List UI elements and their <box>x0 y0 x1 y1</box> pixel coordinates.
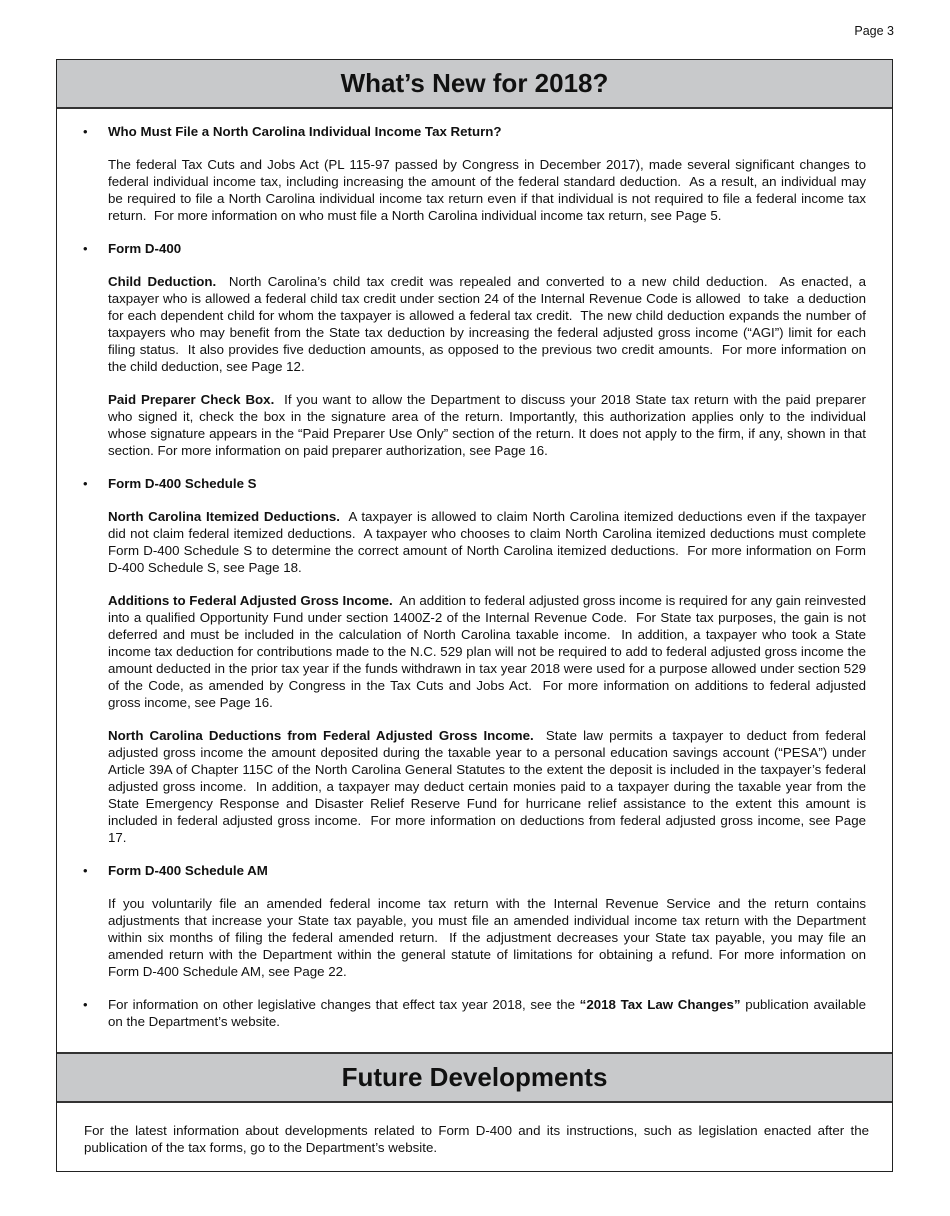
section-paragraph <box>108 895 870 980</box>
section <box>83 862 870 980</box>
paragraph-text: The federal Tax Cuts and Jobs Act (PL 115-97 passed by Congress in December 2017), made several significant changes to federal individual income tax, including increasing the amount of the federal standard deduction. As a result, an individual may be required to file a North Carolina individual income tax return even if that individual is not required to file a federal income tax return. For more information on who must file a North Carolina individual income tax return, see Page 5. <box>108 157 870 223</box>
bullet-icon: • <box>83 476 88 491</box>
section-paragraph <box>108 273 870 375</box>
section <box>83 475 870 846</box>
section-heading: Who Must File a North Carolina Individual Income Tax Return? <box>108 124 502 139</box>
section-heading: Form D-400 <box>108 241 182 256</box>
bullet-icon: • <box>83 863 88 878</box>
content-box <box>56 59 893 1172</box>
paragraph-text: State law permits a taxpayer to deduct from federal adjusted gross income the amount deposited during the taxable year to a personal education savings account (“PESA”) under Article 39A of Chapter 115C of the North Carolina General Statutes to the extent the deposit is included in the taxpayer’s federal adjusted gross income. In addition, a taxpayer may deduct certain monies paid to a taxpayer during the taxable year from the State Emergency Response and Disaster Relief Reserve Fund for hurricane relief assistance to the extent this amount is included in federal adjusted gross income. For more information on deductions from federal adjusted gross income, see Page 17. <box>108 728 870 845</box>
section <box>83 240 870 459</box>
whats-new-title: What’s New for 2018? <box>57 60 892 109</box>
tax-law-changes-publication: “2018 Tax Law Changes” <box>579 997 741 1012</box>
section-paragraph <box>108 592 870 711</box>
final-text-after: publication available on the Department’s website. <box>108 997 866 1029</box>
page-number: Page 3 <box>854 24 894 38</box>
bullet-icon: • <box>83 124 88 139</box>
future-developments-title: Future Developments <box>57 1052 892 1103</box>
paragraph-text: If you want to allow the Department to discuss your 2018 State tax return with the paid preparer who signed it, check the box in the signature area of the return. Importantly, this authorization applies only to the individual whose signature appears in the “Paid Preparer Use Only” section of the return. It does not apply to the firm, if any, shown in that section. For more information on paid preparer authorization, see Page 16. <box>108 392 870 458</box>
paragraph-text: If you voluntarily file an amended federal income tax return with the Internal Revenue Service and the return contains adjustments that increase your State tax payable, you must file an amended individual income tax return with the Department within six months of filing the federal amended return. If the adjustment decreases your State tax payable, you may file an amended return with the Department within the general statute of limitations for obtaining a refund. For more information on Form D-400 Schedule AM, see Page 22. <box>108 896 870 979</box>
section-heading: Form D-400 Schedule AM <box>108 863 268 878</box>
paragraph-text: An addition to federal adjusted gross income is required for any gain reinvested into a qualified Opportunity Fund under section 1400Z-2 of the Internal Revenue Code. For State tax purposes, the gain is not deferred and must be included in the calculation of North Carolina taxable income. In addition, a taxpayer who took a State income tax deduction for contributions made to the N.C. 529 plan will not be required to add to federal adjusted gross income the amount deducted in the prior tax year if the funds withdrawn in tax year 2018 were used for a purpose allowed under section 529 of the Code, as amended by Congress in the Tax Cuts and Jobs Act. For more information on additions to federal adjusted gross income, see Page 16. <box>108 593 870 710</box>
section-heading: Form D-400 Schedule S <box>108 476 257 491</box>
final-text-before: For information on other legislative changes that effect tax year 2018, see the <box>108 997 580 1012</box>
section-paragraph <box>108 156 870 224</box>
bullet-icon: • <box>83 241 88 256</box>
paragraph-text: A taxpayer is allowed to claim North Carolina itemized deductions even if the taxpayer did not claim federal itemized deductions. A taxpayer who chooses to claim North Carolina itemized deductions must complete Form D-400 Schedule S to determine the correct amount of North Carolina itemized deductions. For more information on Form D-400 Schedule S, see Page 18. <box>108 509 870 575</box>
bullet-icon: • <box>83 997 88 1012</box>
whats-new-sections <box>57 109 892 980</box>
paragraph-lead: Child Deduction. <box>108 274 217 289</box>
future-developments-text: For the latest information about developments related to Form D-400 and its instructions, such as legislation enacted after the publication of the tax forms, go to the Department’s website. <box>84 1123 869 1155</box>
paragraph-lead: North Carolina Deductions from Federal Adjusted Gross Income. <box>108 728 534 743</box>
section <box>83 123 870 224</box>
paragraph-lead: Paid Preparer Check Box. <box>108 392 275 407</box>
paragraph-lead: Additions to Federal Adjusted Gross Income. <box>108 593 393 608</box>
section-paragraph <box>108 391 870 459</box>
section-paragraph <box>108 727 870 846</box>
final-bullet <box>83 996 866 1030</box>
section-paragraph <box>108 508 870 576</box>
paragraph-lead: North Carolina Itemized Deductions. <box>108 509 340 524</box>
paragraph-text: North Carolina’s child tax credit was repealed and converted to a new child deduction. As enacted, a taxpayer who is allowed a federal child tax credit under section 24 of the Internal Revenue Code is allowed to take a deduction for each dependent child for whom the taxpayer is allowed a federal tax credit. The new child deduction expands the number of taxpayers who may benefit from the State tax deduction by increasing the federal adjusted gross income (“AGI”) limit for each filing status. It also provides five deduction amounts, as opposed to the previous two credit amounts. For more information on the child deduction, see Page 12. <box>108 274 870 374</box>
